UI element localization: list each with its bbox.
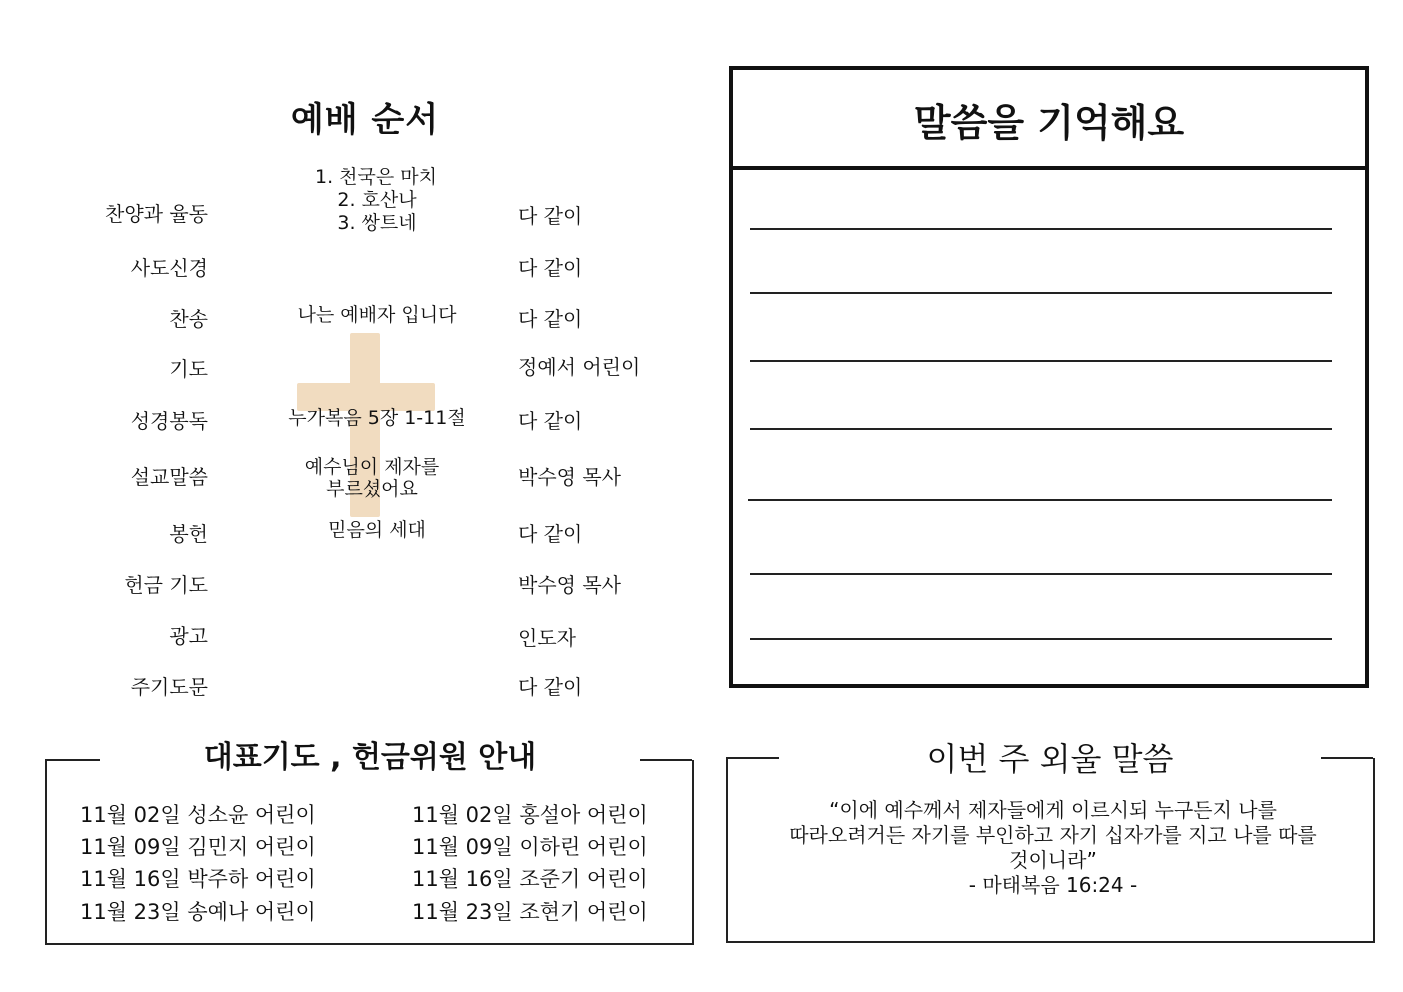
prayer-right-item: 11월 16일 조준기 어린이 bbox=[412, 867, 648, 891]
prayer-left-item: 11월 23일 송예나 어린이 bbox=[80, 900, 316, 924]
order-content-hymn: 나는 예배자 입니다 bbox=[297, 304, 457, 326]
order-label-praise: 찬양과 율동 bbox=[105, 202, 208, 226]
order-leader-scripture: 다 같이 bbox=[518, 409, 583, 433]
order-label-offering-prayer: 헌금 기도 bbox=[124, 573, 208, 597]
frame-top-left bbox=[45, 759, 100, 761]
order-leader-offering-prayer: 박수영 목사 bbox=[518, 573, 621, 597]
order-label-hymn: 찬송 bbox=[169, 307, 208, 331]
order-leader-offering: 다 같이 bbox=[518, 522, 583, 546]
hymn-item: 2. 호산나 bbox=[337, 189, 417, 211]
prayer-title: 대표기도 , 헌금위원 안내 bbox=[110, 732, 630, 776]
verse-line: “이에 예수께서 제자들에게 이르시되 누구든지 나를 bbox=[829, 798, 1277, 822]
order-leader-announcements: 인도자 bbox=[518, 626, 576, 650]
order-label-sermon: 설교말씀 bbox=[130, 465, 208, 489]
frame-top-right bbox=[640, 759, 692, 761]
writing-line bbox=[750, 573, 1332, 575]
order-label-prayer: 기도 bbox=[169, 357, 208, 381]
sermon-title-line: 예수님이 제자를 bbox=[304, 456, 440, 478]
order-label-announcements: 광고 bbox=[169, 624, 208, 648]
verse-line: 따라오려거든 자기를 부인하고 자기 십자가를 지고 나를 따를 bbox=[789, 823, 1317, 847]
order-leader-creed: 다 같이 bbox=[518, 256, 583, 280]
verse-line: 것이니라” bbox=[1009, 848, 1097, 872]
memory-title: 말씀을 기억해요 bbox=[913, 101, 1185, 145]
order-content-sermon bbox=[246, 456, 508, 500]
order-content-scripture: 누가복음 5장 1-11절 bbox=[288, 407, 466, 429]
writing-line bbox=[750, 638, 1332, 640]
hymn-item: 1. 천국은 마치 bbox=[315, 166, 437, 188]
order-leader-hymn: 다 같이 bbox=[518, 307, 583, 331]
prayer-right-item: 11월 23일 조현기 어린이 bbox=[412, 900, 648, 924]
verse-text bbox=[748, 798, 1358, 898]
order-leader-lords-prayer: 다 같이 bbox=[518, 675, 583, 699]
writing-line bbox=[750, 428, 1332, 430]
hymn-item: 3. 쌍트네 bbox=[337, 212, 417, 234]
prayer-right-item: 11월 09일 이하린 어린이 bbox=[412, 835, 648, 859]
frame-top-left bbox=[726, 757, 779, 759]
writing-line bbox=[748, 499, 1332, 501]
order-leader-prayer: 정예서 어린이 bbox=[518, 355, 641, 379]
prayer-left-item: 11월 09일 김민지 어린이 bbox=[80, 835, 316, 859]
prayer-left-item: 11월 02일 성소윤 어린이 bbox=[80, 803, 316, 827]
order-leader-sermon: 박수영 목사 bbox=[518, 465, 621, 489]
prayer-right-item: 11월 02일 홍설아 어린이 bbox=[412, 803, 648, 827]
worship-order-title: 예배 순서 bbox=[290, 100, 440, 140]
order-label-offering: 봉헌 bbox=[169, 522, 208, 546]
verse-title: 이번 주 외울 말씀 bbox=[926, 740, 1174, 778]
sermon-title-line: 부르셨어요 bbox=[326, 478, 418, 500]
order-label-scripture: 성경봉독 bbox=[130, 409, 208, 433]
writing-line bbox=[750, 228, 1332, 230]
hymn-list bbox=[246, 166, 508, 235]
order-label-lords-prayer: 주기도문 bbox=[130, 675, 208, 699]
writing-line bbox=[750, 360, 1332, 362]
memory-box bbox=[729, 66, 1369, 688]
order-content-offering: 믿음의 세대 bbox=[328, 519, 426, 541]
memory-header bbox=[733, 70, 1365, 170]
order-leader-praise: 다 같이 bbox=[518, 204, 583, 228]
frame-top-right bbox=[1321, 757, 1373, 759]
prayer-left-item: 11월 16일 박주하 어린이 bbox=[80, 867, 316, 891]
verse-reference: - 마태복음 16:24 - bbox=[968, 873, 1138, 897]
order-label-creed: 사도신경 bbox=[130, 256, 208, 280]
writing-line bbox=[750, 292, 1332, 294]
